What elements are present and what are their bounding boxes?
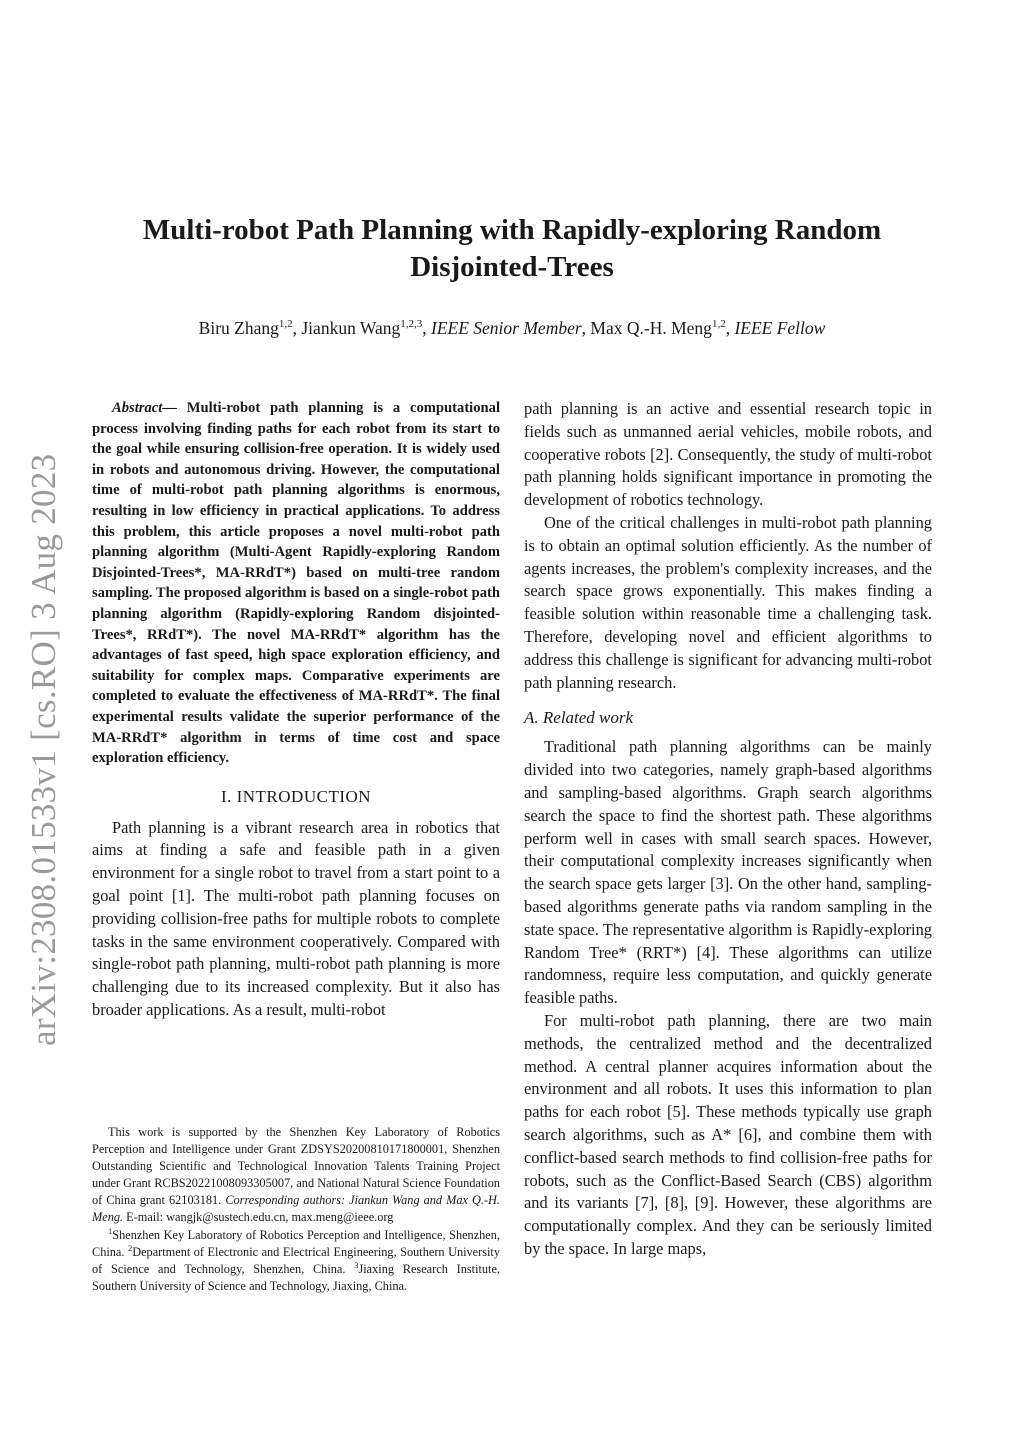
abstract-text: — Multi-robot path planning is a computational process involving finding paths for each robot from its start to the goal while ensuring collision-free operation. It is widely used in robots and autonomous driving. However, the computational time of multi-robot path planning algorithms is enormous, resulting in low efficiency in practical applications. To address this problem, this article proposes a novel multi-robot path planning algorithm (Multi-Agent Rapidly-exploring Random Disjointed-Trees*, MA-RRdT*) based on multi-tree random sampling. The proposed algorithm is based on a single-robot path planning algorithm (Rapidly-exploring Random disjointed-Trees*, RRdT*). The novel MA-RRdT* algorithm has the advantages of fast speed, high space exploration efficiency, and suitability for complex maps. Comparative experiments are completed to evaluate the effectiveness of MA-RRdT*. The final experimental results validate the superior performance of the MA-RRdT* algorithm in terms of time cost and space exploration efficiency.	[92, 400, 500, 767]
affiliation-marker: 1	[108, 1225, 113, 1236]
related-work-paragraph: For multi-robot path planning, there are two main methods, the centralized method and the decentralized method. A central planner acquires information about the environment and all robots. It uses this information to plan paths for each robot [5]. These methods typically use graph search algorithms, such as A* [6], and combine them with conflict-based search methods to find collision-free paths for robots, such as the Conflict-Based Search (CBS) algorithm and its variants [7], [8], [9]. However, these algorithms are computationally complex. And they can be seriously limited by the space. In large maps,	[524, 1010, 932, 1258]
abstract-label: Abstract	[112, 400, 163, 416]
intro-paragraph: Path planning is a vibrant research area in robotics that aims at finding a safe and feasible path in a given environment for a single robot to travel from a start point to a goal point [1]. The multi-robot path planning focuses on providing collision-free paths for multiple robots to complete tasks in the same environment cooperatively. Compared with single-robot path planning, multi-robot path planning is more challenging due to its increased complexity. But it also has broader applications. As a result, multi-robot	[92, 817, 500, 1020]
abstract	[92, 398, 500, 769]
author-role: IEEE Fellow	[734, 318, 826, 338]
arxiv-stamp: arXiv:2308.01533v1 [cs.RO] 3 Aug 2023	[24, 453, 63, 1046]
author-list: Biru Zhang$^{1,2}$, Jiankun Wang$^{1,2,3}$, IEEE Senior Member, Max Q.-H. Meng$^{1,2}$, IEEE Fellow	[198, 318, 826, 338]
affiliation-marker: 2	[127, 1242, 133, 1253]
left-column	[92, 398, 500, 1022]
author-affiliation: 1,2	[711, 318, 726, 330]
corresponding-authors: Corresponding authors: Jiankun Wang and Max Q.-H. Meng.	[92, 1193, 501, 1225]
affiliation-2: Department of Electronic and Electrical Engineering, Southern University of Science and Technology, Shenzhen, China.	[92, 1244, 500, 1276]
affiliation-marker: 3	[354, 1259, 359, 1270]
paper-title	[100, 212, 924, 286]
funding-text: This work is supported by the Shenzhen Key Laboratory of Robotics Perception and Intelligence under Grant ZDSYS20200810171800001, Shenzhen Outstanding Scientific and Technological Innovation Talents Training Project under Grant RCBS20221008093305007, and National Natural Science Foundation of China grant 62103181.	[92, 1125, 500, 1208]
title-line-2: Disjointed-Trees	[410, 251, 614, 283]
intro-paragraph: One of the critical challenges in multi-robot path planning is to obtain an optimal solution efficiently. As the number of agents increases, the problem's complexity increases, and the search space grows exponentially. This makes finding a feasible solution within reasonable time a challenging task. Therefore, developing novel and efficient algorithms to address this challenge is significant for advancing multi-robot path planning research.	[524, 512, 932, 692]
affiliation-3: Jiaxing Research Institute, Southern University of Science and Technology, Jiaxing, China.	[92, 1261, 500, 1293]
author-affiliation: 1,2,3	[400, 318, 423, 330]
related-work-paragraph: Traditional path planning algorithms can be mainly divided into two categories, namely graph-based algorithms and sampling-based algorithms. Graph search algorithms search the space to find the shortest path. These algorithms perform well in cases with small search spaces. However, their computational complexity increases significantly when the search space gets larger [3]. On the other hand, sampling-based algorithms generate paths via random sampling in the state space. The representative algorithm is Rapidly-exploring Random Tree* (RRT*) [4]. These algorithms can utilize randomness, require less computation, and quickly generate feasible paths.	[524, 737, 932, 1008]
title-line-1: Multi-robot Path Planning with Rapidly-exploring Random	[142, 214, 882, 246]
author-role: IEEE Senior Member	[431, 318, 582, 338]
affiliation-1: Shenzhen Key Laboratory of Robotics Perception and Intelligence, Shenzhen, China.	[92, 1227, 500, 1259]
author-name: Biru Zhang	[198, 318, 279, 338]
footnotes	[92, 1124, 500, 1295]
author-name: Jiankun Wang	[301, 318, 401, 338]
intro-paragraph-continued: path planning is an active and essential research topic in fields such as unmanned aerial vehicles, mobile robots, and cooperative robots [2]. Consequently, the study of multi-robot path planning holds significant importance in promoting the development of robotics technology.	[524, 399, 932, 510]
subsection-heading-related-work: A. Related work	[524, 708, 634, 728]
email-text: E-mail: wangjk@sustech.edu.cn, max.meng@ieee.org	[126, 1210, 394, 1225]
affiliations-footnote	[92, 1227, 500, 1295]
funding-footnote	[92, 1124, 500, 1227]
right-column	[524, 398, 932, 1261]
author-name: Max Q.-H. Meng	[590, 318, 712, 338]
section-heading-introduction: I. INTRODUCTION	[220, 786, 372, 806]
author-affiliation: 1,2	[278, 318, 293, 330]
